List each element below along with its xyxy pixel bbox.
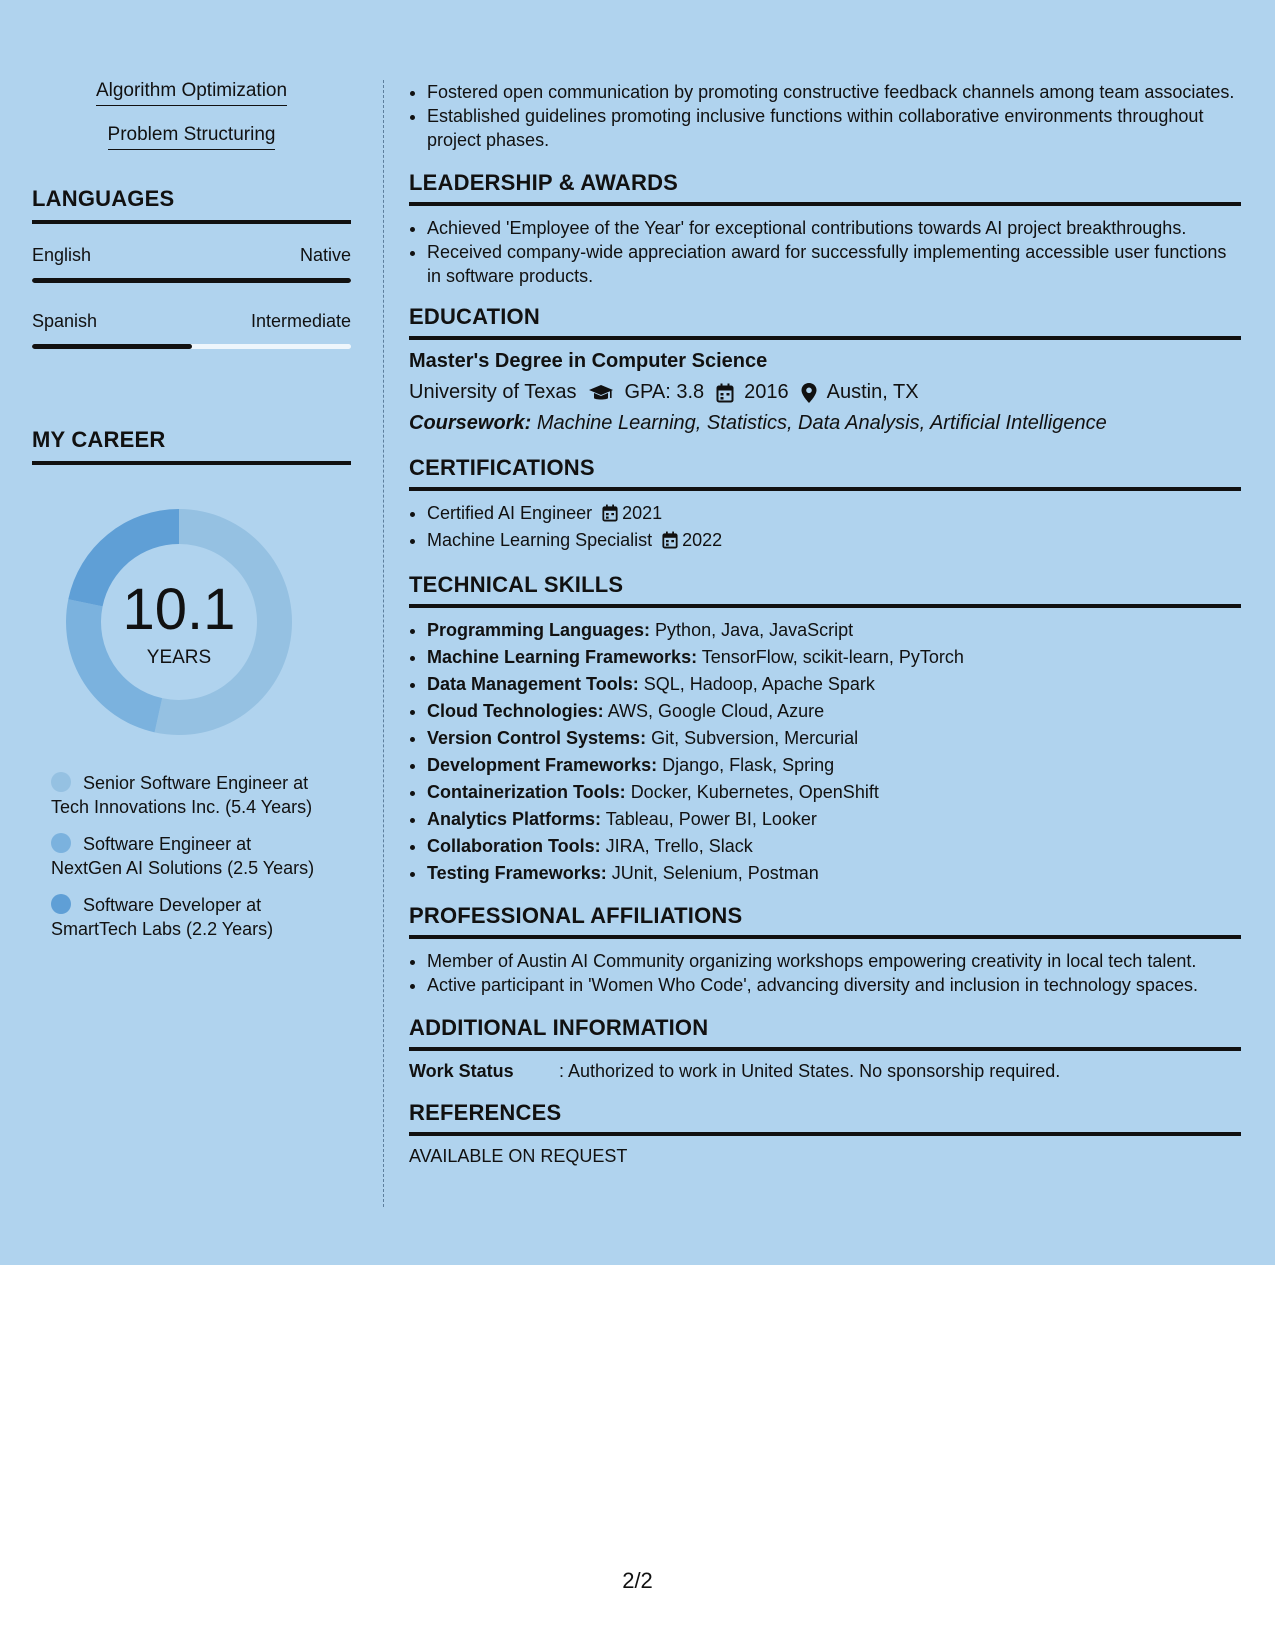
legend-role: Senior Software Engineer at <box>83 773 309 793</box>
list-item: • Achieved 'Employee of the Year' for exceptional contributions towards AI project breakthroughs. <box>427 216 1241 240</box>
section-rule <box>409 604 1241 608</box>
career-title: MY CAREER <box>32 427 166 452</box>
legend-company: NextGen AI Solutions (2.5 Years) <box>51 858 315 878</box>
section-rule <box>409 1132 1241 1136</box>
certification-year: 2021 <box>622 503 663 523</box>
skill-label: Version Control Systems: <box>427 728 647 748</box>
graduation-cap-icon <box>588 383 614 403</box>
degree-title: Master's Degree in Computer Science <box>409 350 768 372</box>
right-column <box>409 80 1241 1167</box>
calendar-icon <box>716 383 734 403</box>
references-text: AVAILABLE ON REQUEST <box>409 1146 628 1166</box>
list-item: • Active participant in 'Women Who Code', advancing diversity and inclusion in technology spaces. <box>427 973 1241 997</box>
section-rule <box>409 336 1241 340</box>
skill-item <box>427 780 1241 804</box>
school-name: University of Texas <box>409 381 577 403</box>
skill-item <box>427 726 1241 750</box>
legend-item <box>51 893 351 941</box>
language-level: Intermediate <box>250 311 351 331</box>
technical-skills-section <box>409 572 1241 885</box>
section-title: PROFESSIONAL AFFILIATIONS <box>409 903 743 928</box>
skill-value: JUnit, Selenium, Postman <box>611 863 819 883</box>
career-total-years: 10.1 <box>122 577 236 642</box>
career-legend <box>51 771 351 941</box>
certification-name: Machine Learning Specialist <box>427 530 653 550</box>
skill-label: Machine Learning Frameworks: <box>427 647 698 667</box>
section-rule <box>409 1047 1241 1051</box>
list-item: • Received company-wide appreciation award for successfully implementing accessible user functions in software products. <box>427 240 1241 288</box>
coursework-list: Machine Learning, Statistics, Data Analysis, Artificial Intelligence <box>536 412 1107 434</box>
additional-info-section <box>409 1015 1241 1082</box>
legend-dot <box>51 772 71 792</box>
languages-title: LANGUAGES <box>32 186 175 211</box>
section-rule <box>409 487 1241 491</box>
skill-item <box>427 834 1241 858</box>
graduation-year: 2016 <box>744 381 789 403</box>
coursework <box>409 412 1241 435</box>
legend-item <box>51 832 351 880</box>
education-meta <box>409 381 1241 404</box>
work-status <box>409 1061 1241 1082</box>
language-bar-fill <box>32 278 351 283</box>
certification-year: 2022 <box>682 530 723 550</box>
list-item: • Member of Austin AI Community organizing workshops empowering creativity in local tech talent. <box>427 949 1241 973</box>
skill-value: SQL, Hadoop, Apache Spark <box>643 674 875 694</box>
section-rule <box>409 202 1241 206</box>
skill-value: Python, Java, JavaScript <box>655 620 854 640</box>
legend-role: Software Engineer at <box>83 834 252 854</box>
language-spanish <box>32 311 351 349</box>
school-location: Austin, TX <box>826 381 919 403</box>
skill-value: Git, Subversion, Mercurial <box>651 728 859 748</box>
section-title: CERTIFICATIONS <box>409 455 595 480</box>
skill-label: Collaboration Tools: <box>427 836 601 856</box>
work-status-label: Work Status <box>409 1061 514 1081</box>
language-english <box>32 245 351 283</box>
skill-item <box>427 618 1241 642</box>
list-item: • Fostered open communication by promoting constructive feedback channels among team associates. <box>427 80 1241 104</box>
skill-tag-label: Algorithm Optimization <box>96 80 287 106</box>
skill-label: Programming Languages: <box>427 620 651 640</box>
language-name: English <box>32 245 92 265</box>
skill-value: JIRA, Trello, Slack <box>605 836 753 856</box>
certification-name: Certified AI Engineer <box>427 503 593 523</box>
skill-label: Cloud Technologies: <box>427 701 604 721</box>
skill-label: Containerization Tools: <box>427 782 626 802</box>
skill-label: Testing Frameworks: <box>427 863 607 883</box>
legend-dot <box>51 894 71 914</box>
skill-label: Development Frameworks: <box>427 755 658 775</box>
skill-value: TensorFlow, scikit-learn, PyTorch <box>701 647 964 667</box>
experience-bullets <box>409 80 1241 152</box>
legend-company: SmartTech Labs (2.2 Years) <box>51 919 274 939</box>
section-title: EDUCATION <box>409 304 540 329</box>
technical-skills-list <box>409 618 1241 885</box>
language-level: Native <box>299 245 351 265</box>
skill-tag[interactable] <box>32 124 351 150</box>
list-item: • Established guidelines promoting inclusive functions within collaborative environments throughout project phases. <box>427 104 1241 152</box>
legend-role: Software Developer at <box>83 895 262 915</box>
legend-company: Tech Innovations Inc. (5.4 Years) <box>51 797 313 817</box>
skill-item <box>427 753 1241 777</box>
skill-item <box>427 672 1241 696</box>
work-status-value: : Authorized to work in United States. No sponsorship required. <box>559 1061 1061 1081</box>
legend-dot <box>51 833 71 853</box>
affiliations-section <box>409 903 1241 997</box>
section-rule <box>409 935 1241 939</box>
career-total-unit: YEARS <box>146 647 212 668</box>
location-pin-icon <box>801 383 817 403</box>
section-rule <box>32 461 351 465</box>
skill-item <box>427 645 1241 669</box>
legend-item <box>51 771 351 819</box>
page-number: 2/2 <box>622 1568 653 1593</box>
certifications-section <box>409 455 1241 552</box>
education-section <box>409 304 1241 435</box>
gpa: GPA: 3.8 <box>624 381 705 403</box>
language-bar <box>32 344 351 349</box>
calendar-icon <box>662 531 678 549</box>
certification-item <box>427 501 1241 525</box>
column-divider <box>383 80 384 1207</box>
skill-value: AWS, Google Cloud, Azure <box>607 701 825 721</box>
section-title: ADDITIONAL INFORMATION <box>409 1015 709 1040</box>
section-title: TECHNICAL SKILLS <box>409 572 624 597</box>
coursework-label: Coursework: <box>409 412 532 434</box>
section-rule <box>32 220 351 224</box>
left-column <box>32 80 351 954</box>
skill-item <box>427 699 1241 723</box>
section-title: LEADERSHIP & AWARDS <box>409 170 679 195</box>
skill-item <box>427 861 1241 885</box>
language-bar-fill <box>32 344 192 349</box>
language-name: Spanish <box>32 311 98 331</box>
skill-label: Data Management Tools: <box>427 674 639 694</box>
skill-value: Tableau, Power BI, Looker <box>605 809 817 829</box>
language-bar <box>32 278 351 283</box>
skill-item <box>427 807 1241 831</box>
skill-label: Analytics Platforms: <box>427 809 602 829</box>
career-donut <box>66 509 292 735</box>
calendar-icon <box>602 504 618 522</box>
skill-value: Docker, Kubernetes, OpenShift <box>630 782 879 802</box>
leadership-section <box>409 170 1241 288</box>
skill-tag-label: Problem Structuring <box>108 124 276 150</box>
section-title: REFERENCES <box>409 1100 562 1125</box>
certification-item <box>427 528 1241 552</box>
skill-tag[interactable] <box>32 80 351 106</box>
references-section <box>409 1100 1241 1167</box>
skill-value: Django, Flask, Spring <box>662 755 835 775</box>
